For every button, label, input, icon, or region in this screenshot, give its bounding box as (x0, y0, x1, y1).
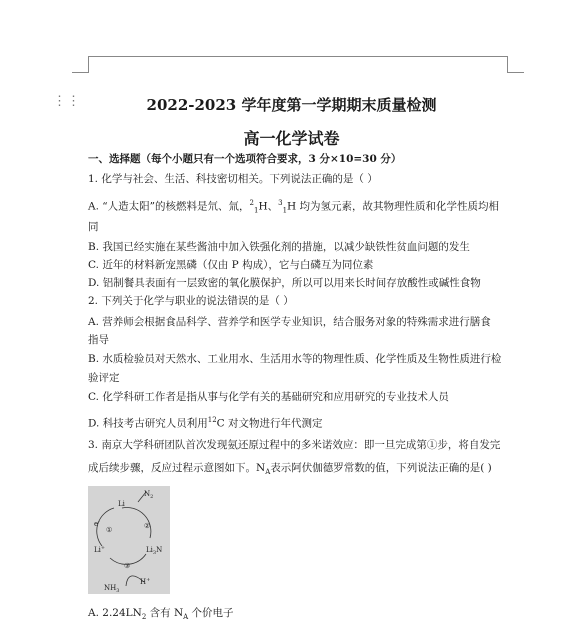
label-nh3: $NH_3$ (104, 584, 120, 594)
header-rule (88, 56, 508, 57)
drag-handle-icon[interactable]: ⋮⋮ (53, 94, 81, 109)
q2-option-b: B. 水质检验员对天然水、工业用水、生活用水等的物理性质、化学性质及生物性质进行检 (88, 353, 502, 365)
q3-stem-cont: 成后续步骤，反应过程示意图如下。$N_A$表示阿伏伽德罗常数的值，下列说法正确的是( ) (88, 462, 492, 477)
q2-option-c: C. 化学科研工作者是指从事与化学有关的基础研究和应用研究的专业技术人员 (88, 391, 449, 403)
crop-mark-left (72, 56, 89, 73)
page-subtitle: 高一化学试卷 (243, 129, 340, 148)
q1-option-a: A. “人造太阳”的核燃料是氘、氚，$^2_1$H、$^3_1$H 均为氢元素，故其物理性质和化学性质均相 (88, 199, 500, 215)
step-1: ① (106, 526, 113, 534)
crop-mark-right (507, 56, 524, 73)
q1-option-c: C. 近年的材料新宠黑磷（仅由 P 构成），它与白磷互为同位素 (88, 259, 374, 271)
page-title: 2022-2023 学年度第一学期期末质量检测 (146, 96, 437, 114)
q1-option-a-cont: 同 (88, 221, 99, 233)
section-heading: 一、选择题（每个小题只有一个选项符合要求，3 分×10=30 分） (88, 153, 402, 165)
q1-stem: 1. 化学与社会、生活、科技密切相关。下列说法正确的是（ ） (88, 173, 378, 185)
label-electron: e- (94, 519, 100, 528)
q3-option-a: A. $2.24LN_2$ 含有 $N_A$ 个价电子 (88, 607, 234, 622)
q2-option-b-cont: 验评定 (88, 372, 120, 384)
q2-option-a: A. 营养师会根据食品科学、营养学和医学专业知识，结合服务对象的特殊需求进行膳食 (88, 316, 491, 328)
step-3: ③ (124, 562, 131, 570)
q1-option-d: D. 铝制餐具表面有一层致密的氧化膜保护，所以可以用来长时间存放酸性或碱性食物 (88, 277, 481, 289)
label-li-plus: Li+ (94, 545, 106, 554)
label-li3n: $Li_3N$ (146, 546, 163, 556)
label-n2: $N_2$ (144, 490, 154, 500)
label-li: Li (118, 500, 125, 508)
q1-option-b: B. 我国已经实施在某些酱油中加入铁强化剂的措施，以减少缺铁性贫血问题的发生 (88, 241, 470, 253)
reaction-cycle-diagram (88, 486, 170, 594)
q2-option-d: D. 科技考古研究人员利用$^{12}$C 对文物进行年代测定 (88, 416, 323, 430)
q2-option-a-cont: 指导 (88, 334, 109, 346)
q2-stem: 2. 下列关于化学与职业的说法错误的是（ ） (88, 295, 294, 307)
label-h-plus: H+ (140, 577, 151, 586)
q3-stem: 3. 南京大学科研团队首次发现氨还原过程中的多米诺效应：即一旦完成第①步，将自发完 (88, 439, 501, 451)
step-2: ② (144, 522, 151, 530)
